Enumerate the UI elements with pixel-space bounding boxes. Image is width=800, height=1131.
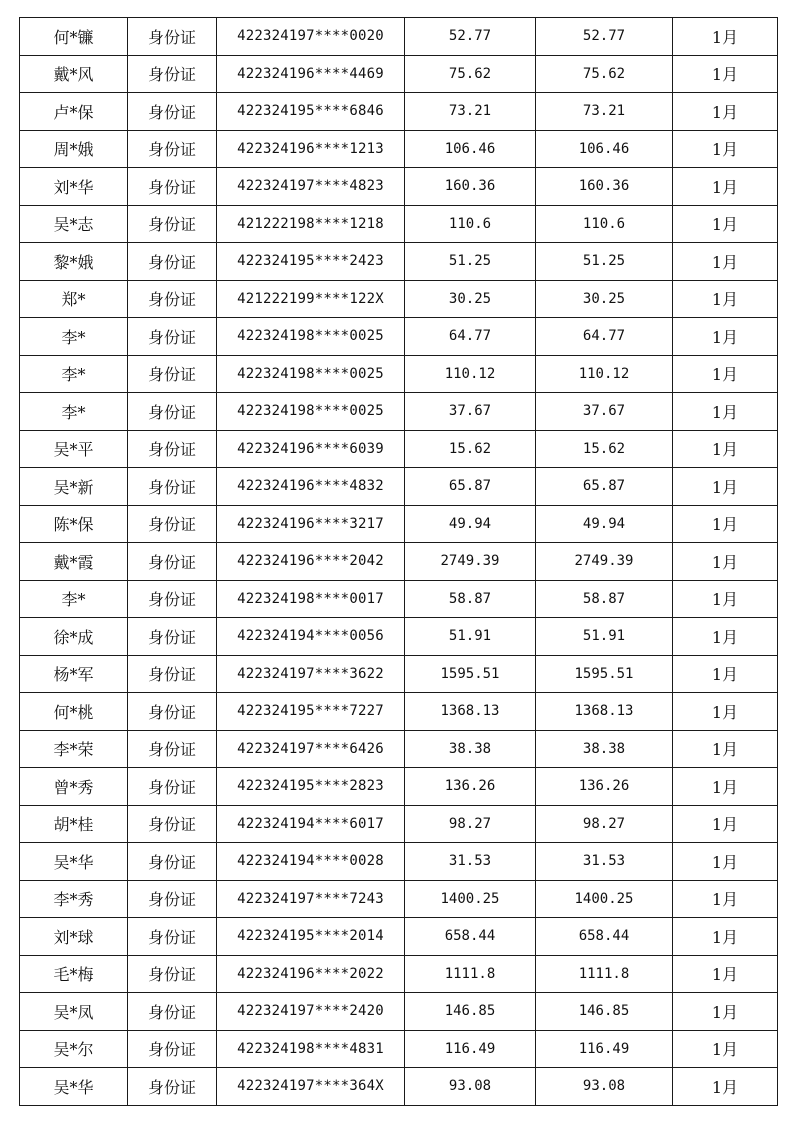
name-cell: 李* xyxy=(20,393,128,431)
id-type-cell: 身份证 xyxy=(128,1068,217,1106)
amount-cell: 15.62 xyxy=(405,430,536,468)
id-number-cell: 422324197****7243 xyxy=(217,880,405,918)
id-type-cell: 身份证 xyxy=(128,393,217,431)
name-cell: 吴*志 xyxy=(20,205,128,243)
month-cell: 1月 xyxy=(673,355,778,393)
name-cell: 吴*华 xyxy=(20,1068,128,1106)
id-type-cell: 身份证 xyxy=(128,843,217,881)
id-number-cell: 421222198****1218 xyxy=(217,205,405,243)
id-number-cell: 422324196****1213 xyxy=(217,130,405,168)
id-type-cell: 身份证 xyxy=(128,55,217,93)
amount-paid-cell: 98.27 xyxy=(536,805,673,843)
amount-cell: 110.6 xyxy=(405,205,536,243)
name-cell: 戴*霞 xyxy=(20,543,128,581)
table-body xyxy=(20,18,778,1106)
table-row xyxy=(20,655,778,693)
name-cell: 刘*华 xyxy=(20,168,128,206)
id-number-cell: 422324198****0025 xyxy=(217,393,405,431)
name-cell: 曾*秀 xyxy=(20,768,128,806)
name-cell: 何*镰 xyxy=(20,18,128,56)
id-type-cell: 身份证 xyxy=(128,805,217,843)
id-number-cell: 422324194****0056 xyxy=(217,618,405,656)
amount-paid-cell: 38.38 xyxy=(536,730,673,768)
amount-cell: 98.27 xyxy=(405,805,536,843)
amount-paid-cell: 1111.8 xyxy=(536,955,673,993)
id-number-cell: 422324196****4832 xyxy=(217,468,405,506)
table-row xyxy=(20,468,778,506)
id-number-cell: 422324197****2420 xyxy=(217,993,405,1031)
amount-paid-cell: 15.62 xyxy=(536,430,673,468)
amount-paid-cell: 146.85 xyxy=(536,993,673,1031)
table-row xyxy=(20,318,778,356)
id-number-cell: 422324197****364X xyxy=(217,1068,405,1106)
id-number-cell: 422324196****2022 xyxy=(217,955,405,993)
name-cell: 吴*华 xyxy=(20,843,128,881)
amount-cell: 116.49 xyxy=(405,1030,536,1068)
id-number-cell: 421222199****122X xyxy=(217,280,405,318)
amount-cell: 110.12 xyxy=(405,355,536,393)
name-cell: 戴*风 xyxy=(20,55,128,93)
id-number-cell: 422324195****2014 xyxy=(217,918,405,956)
id-number-cell: 422324197****6426 xyxy=(217,730,405,768)
name-cell: 李* xyxy=(20,318,128,356)
table-row xyxy=(20,1030,778,1068)
id-type-cell: 身份证 xyxy=(128,655,217,693)
amount-cell: 136.26 xyxy=(405,768,536,806)
month-cell: 1月 xyxy=(673,1068,778,1106)
amount-paid-cell: 65.87 xyxy=(536,468,673,506)
amount-cell: 658.44 xyxy=(405,918,536,956)
id-number-cell: 422324194****6017 xyxy=(217,805,405,843)
month-cell: 1月 xyxy=(673,430,778,468)
amount-paid-cell: 73.21 xyxy=(536,93,673,131)
table-row xyxy=(20,843,778,881)
name-cell: 周*娥 xyxy=(20,130,128,168)
name-cell: 吴*平 xyxy=(20,430,128,468)
month-cell: 1月 xyxy=(673,18,778,56)
table-row xyxy=(20,130,778,168)
id-type-cell: 身份证 xyxy=(128,318,217,356)
id-type-cell: 身份证 xyxy=(128,543,217,581)
id-number-cell: 422324195****2823 xyxy=(217,768,405,806)
id-type-cell: 身份证 xyxy=(128,580,217,618)
id-number-cell: 422324195****7227 xyxy=(217,693,405,731)
table-row xyxy=(20,918,778,956)
name-cell: 胡*桂 xyxy=(20,805,128,843)
month-cell: 1月 xyxy=(673,543,778,581)
id-number-cell: 422324195****6846 xyxy=(217,93,405,131)
month-cell: 1月 xyxy=(673,243,778,281)
id-number-cell: 422324196****4469 xyxy=(217,55,405,93)
name-cell: 吴*新 xyxy=(20,468,128,506)
amount-paid-cell: 93.08 xyxy=(536,1068,673,1106)
amount-paid-cell: 1368.13 xyxy=(536,693,673,731)
id-type-cell: 身份证 xyxy=(128,505,217,543)
amount-paid-cell: 31.53 xyxy=(536,843,673,881)
month-cell: 1月 xyxy=(673,655,778,693)
id-type-cell: 身份证 xyxy=(128,130,217,168)
amount-cell: 160.36 xyxy=(405,168,536,206)
id-number-cell: 422324196****2042 xyxy=(217,543,405,581)
table-row xyxy=(20,805,778,843)
month-cell: 1月 xyxy=(673,730,778,768)
amount-cell: 30.25 xyxy=(405,280,536,318)
month-cell: 1月 xyxy=(673,993,778,1031)
id-type-cell: 身份证 xyxy=(128,18,217,56)
amount-paid-cell: 51.91 xyxy=(536,618,673,656)
table-row xyxy=(20,505,778,543)
id-type-cell: 身份证 xyxy=(128,693,217,731)
amount-paid-cell: 658.44 xyxy=(536,918,673,956)
amount-paid-cell: 49.94 xyxy=(536,505,673,543)
table-row xyxy=(20,243,778,281)
month-cell: 1月 xyxy=(673,280,778,318)
payment-table xyxy=(19,17,778,1106)
amount-cell: 51.91 xyxy=(405,618,536,656)
name-cell: 卢*保 xyxy=(20,93,128,131)
id-type-cell: 身份证 xyxy=(128,430,217,468)
id-type-cell: 身份证 xyxy=(128,280,217,318)
id-type-cell: 身份证 xyxy=(128,618,217,656)
month-cell: 1月 xyxy=(673,1030,778,1068)
id-number-cell: 422324196****6039 xyxy=(217,430,405,468)
amount-cell: 64.77 xyxy=(405,318,536,356)
month-cell: 1月 xyxy=(673,505,778,543)
amount-paid-cell: 30.25 xyxy=(536,280,673,318)
table-row xyxy=(20,355,778,393)
name-cell: 吴*凤 xyxy=(20,993,128,1031)
name-cell: 李* xyxy=(20,580,128,618)
month-cell: 1月 xyxy=(673,393,778,431)
amount-paid-cell: 110.6 xyxy=(536,205,673,243)
amount-cell: 31.53 xyxy=(405,843,536,881)
name-cell: 刘*球 xyxy=(20,918,128,956)
amount-paid-cell: 136.26 xyxy=(536,768,673,806)
amount-paid-cell: 52.77 xyxy=(536,18,673,56)
amount-paid-cell: 37.67 xyxy=(536,393,673,431)
id-number-cell: 422324198****0025 xyxy=(217,355,405,393)
table-row xyxy=(20,55,778,93)
amount-cell: 51.25 xyxy=(405,243,536,281)
table-row xyxy=(20,1068,778,1106)
amount-paid-cell: 160.36 xyxy=(536,168,673,206)
id-type-cell: 身份证 xyxy=(128,205,217,243)
id-number-cell: 422324198****0025 xyxy=(217,318,405,356)
id-type-cell: 身份证 xyxy=(128,168,217,206)
name-cell: 郑* xyxy=(20,280,128,318)
table-row xyxy=(20,880,778,918)
id-type-cell: 身份证 xyxy=(128,1030,217,1068)
name-cell: 徐*成 xyxy=(20,618,128,656)
amount-cell: 1595.51 xyxy=(405,655,536,693)
amount-cell: 49.94 xyxy=(405,505,536,543)
month-cell: 1月 xyxy=(673,468,778,506)
table-row xyxy=(20,955,778,993)
table-row xyxy=(20,205,778,243)
table-row xyxy=(20,768,778,806)
id-type-cell: 身份证 xyxy=(128,918,217,956)
month-cell: 1月 xyxy=(673,205,778,243)
id-number-cell: 422324197****0020 xyxy=(217,18,405,56)
month-cell: 1月 xyxy=(673,955,778,993)
amount-paid-cell: 51.25 xyxy=(536,243,673,281)
amount-cell: 1111.8 xyxy=(405,955,536,993)
amount-paid-cell: 64.77 xyxy=(536,318,673,356)
amount-cell: 1400.25 xyxy=(405,880,536,918)
id-type-cell: 身份证 xyxy=(128,880,217,918)
id-type-cell: 身份证 xyxy=(128,355,217,393)
amount-paid-cell: 58.87 xyxy=(536,580,673,618)
table-row xyxy=(20,543,778,581)
name-cell: 李* xyxy=(20,355,128,393)
name-cell: 李*秀 xyxy=(20,880,128,918)
amount-cell: 52.77 xyxy=(405,18,536,56)
name-cell: 杨*军 xyxy=(20,655,128,693)
month-cell: 1月 xyxy=(673,93,778,131)
amount-cell: 58.87 xyxy=(405,580,536,618)
table-row xyxy=(20,993,778,1031)
amount-cell: 65.87 xyxy=(405,468,536,506)
amount-paid-cell: 110.12 xyxy=(536,355,673,393)
id-type-cell: 身份证 xyxy=(128,730,217,768)
month-cell: 1月 xyxy=(673,580,778,618)
amount-cell: 146.85 xyxy=(405,993,536,1031)
table-row xyxy=(20,393,778,431)
month-cell: 1月 xyxy=(673,55,778,93)
table-row xyxy=(20,730,778,768)
id-number-cell: 422324198****4831 xyxy=(217,1030,405,1068)
name-cell: 吴*尔 xyxy=(20,1030,128,1068)
id-type-cell: 身份证 xyxy=(128,768,217,806)
table-row xyxy=(20,18,778,56)
month-cell: 1月 xyxy=(673,168,778,206)
name-cell: 何*桃 xyxy=(20,693,128,731)
month-cell: 1月 xyxy=(673,768,778,806)
month-cell: 1月 xyxy=(673,843,778,881)
name-cell: 陈*保 xyxy=(20,505,128,543)
amount-paid-cell: 1595.51 xyxy=(536,655,673,693)
amount-cell: 37.67 xyxy=(405,393,536,431)
month-cell: 1月 xyxy=(673,918,778,956)
amount-cell: 73.21 xyxy=(405,93,536,131)
name-cell: 黎*娥 xyxy=(20,243,128,281)
id-number-cell: 422324198****0017 xyxy=(217,580,405,618)
amount-cell: 75.62 xyxy=(405,55,536,93)
name-cell: 李*荣 xyxy=(20,730,128,768)
amount-paid-cell: 2749.39 xyxy=(536,543,673,581)
amount-paid-cell: 75.62 xyxy=(536,55,673,93)
id-type-cell: 身份证 xyxy=(128,993,217,1031)
table-row xyxy=(20,580,778,618)
table-row xyxy=(20,93,778,131)
amount-paid-cell: 106.46 xyxy=(536,130,673,168)
amount-cell: 93.08 xyxy=(405,1068,536,1106)
month-cell: 1月 xyxy=(673,618,778,656)
amount-paid-cell: 1400.25 xyxy=(536,880,673,918)
id-type-cell: 身份证 xyxy=(128,93,217,131)
table-row xyxy=(20,618,778,656)
table-row xyxy=(20,280,778,318)
amount-cell: 1368.13 xyxy=(405,693,536,731)
id-number-cell: 422324196****3217 xyxy=(217,505,405,543)
amount-paid-cell: 116.49 xyxy=(536,1030,673,1068)
table-row xyxy=(20,693,778,731)
amount-cell: 38.38 xyxy=(405,730,536,768)
amount-cell: 106.46 xyxy=(405,130,536,168)
name-cell: 毛*梅 xyxy=(20,955,128,993)
id-number-cell: 422324194****0028 xyxy=(217,843,405,881)
table-row xyxy=(20,430,778,468)
month-cell: 1月 xyxy=(673,880,778,918)
id-number-cell: 422324197****4823 xyxy=(217,168,405,206)
id-number-cell: 422324197****3622 xyxy=(217,655,405,693)
table-row xyxy=(20,168,778,206)
amount-cell: 2749.39 xyxy=(405,543,536,581)
id-type-cell: 身份证 xyxy=(128,955,217,993)
month-cell: 1月 xyxy=(673,805,778,843)
month-cell: 1月 xyxy=(673,130,778,168)
month-cell: 1月 xyxy=(673,318,778,356)
id-type-cell: 身份证 xyxy=(128,243,217,281)
id-number-cell: 422324195****2423 xyxy=(217,243,405,281)
month-cell: 1月 xyxy=(673,693,778,731)
id-type-cell: 身份证 xyxy=(128,468,217,506)
